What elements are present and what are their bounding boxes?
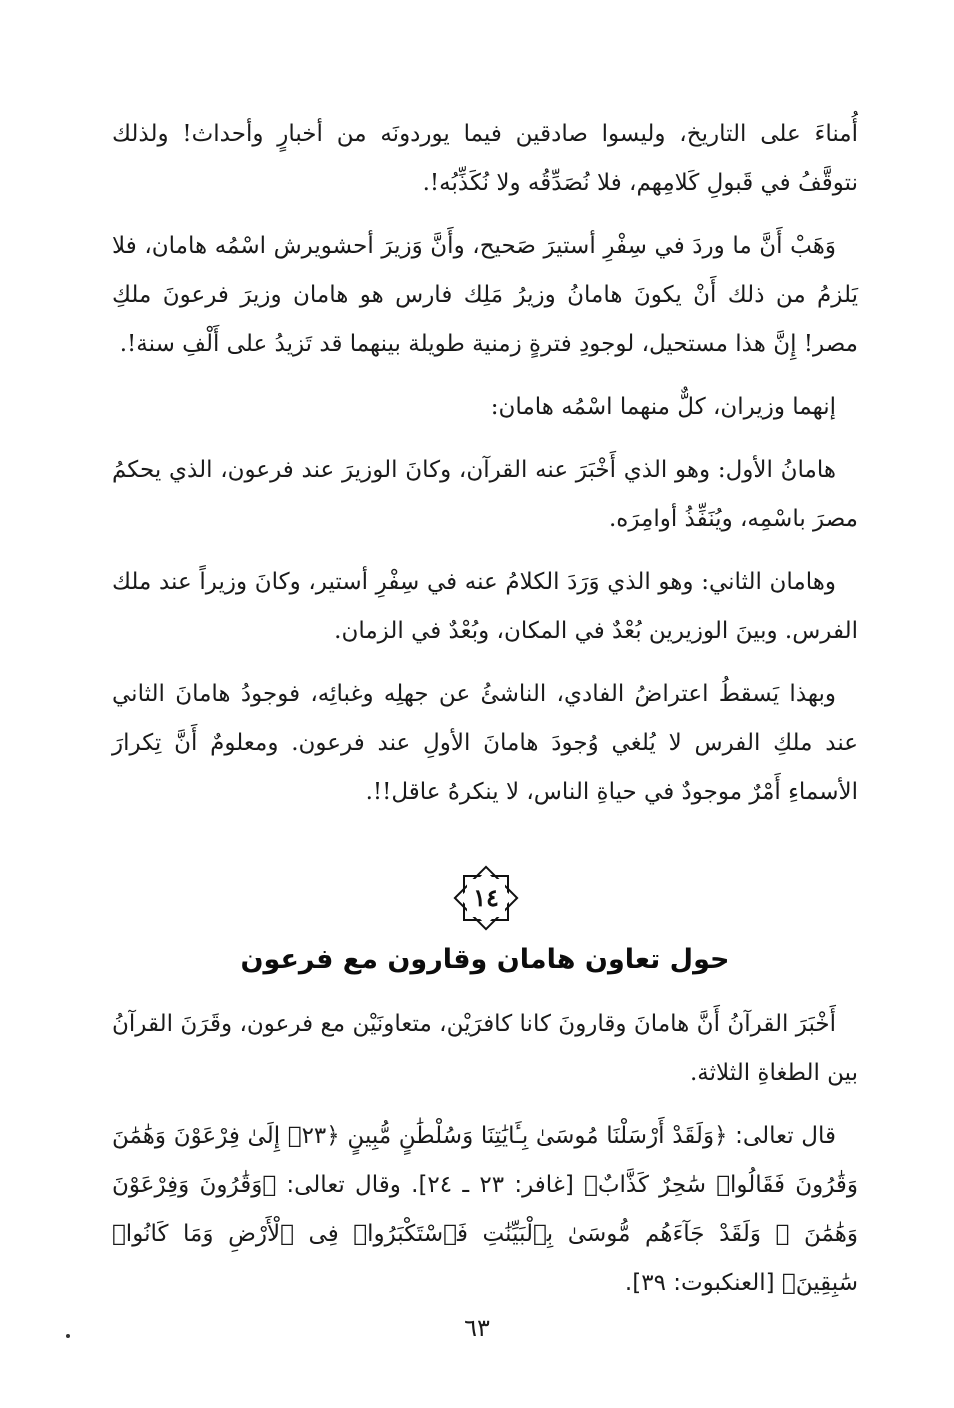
section-number: ١٤ <box>473 883 499 912</box>
paragraph-continuation: أُمناءَ على التاريخ، وليسوا صادقين فيما يوردونَه من أخبارٍ وأحداث! ولذلك نتوقَّفُ في قَبولِ كَلامِهم، فلا نُصَدِّقُه ولا نُكَذِّبُه!. <box>112 121 858 196</box>
paragraph-quran-verses: قال تعالى: ﴿وَلَقَدْ أَرْسَلْنَا مُوسَىٰ بِـَٔايَٰتِنَا وَسُلْطَٰنٍ مُّبِينٍ ﴿٢٣﴾ إِلَىٰ فِرْعَوْنَ وَهَٰمَٰنَ وَقَٰرُونَ فَقَالُوا۟ سَٰحِرٌ كَذَّابٌ﴾ [غافر: ٢٣ ـ ٢٤]. وقال تعالى: ﴿وَقَٰرُونَ وَفِرْعَوْنَ وَهَٰمَٰنَ ۖ وَلَقَدْ جَآءَهُم مُّوسَىٰ بِٱلْبَيِّنَٰتِ فَٱسْتَكْبَرُوا۟ فِى ٱلْأَرْضِ وَمَا كَانُوا۟ سَٰبِقِينَ﴾ [العنكبوت: ٣٩]. <box>112 1123 858 1296</box>
upper-text-block <box>112 110 858 831</box>
page-number: ٦٣ <box>464 1314 490 1342</box>
scan-speck <box>66 1334 70 1338</box>
section-number-emblem <box>446 858 526 938</box>
paragraph-two-viziers: إنهما وزيران، كلٌّ منهما اسْمُه هامان: <box>490 394 836 420</box>
paragraph-esther: وَهَبْ أَنَّ ما وردَ في سِفْرِ أستيرَ صَحيح، وأَنَّ وَزيرَ أحشويرش اسْمُه هامان، فلا يَلزمُ من ذلك أَنْ يكونَ هامانُ وزيرُ مَلِك فارس هو هامان وزيرَ فرعونَ ملكِ مصر! إِنَّ هذا مستحيل، لوجودِ فترةٍ زمنية طويلة بينهما قد تَزيدُ على أَلْفِ سنة!. <box>112 233 858 357</box>
paragraph-quran-informs: أَخْبَرَ القرآنُ أَنَّ هامانَ وقارونَ كانا كافرَيْن، متعاونَيْن مع فرعون، وقَرَنَ القرآنُ بين الطغاةِ الثلاثة. <box>112 1011 858 1086</box>
lower-text-block <box>112 1000 858 1322</box>
paragraph-conclusion: وبهذا يَسقطُ اعتراضُ الفادي، الناشئُ عن جهلِه وغبائِه، فوجودُ هامانَ الثاني عند ملكِ الفرس لا يُلغي وُجودَ هامانَ الأولِ عند فرعون. ومعلومٌ أَنَّ تِكرارَ الأسماءِ أَمْرٌ موجودٌ في حياةِ الناس، لا ينكرهُ عاقل!!. <box>112 681 858 805</box>
paragraph-first-haman: هامانُ الأول: وهو الذي أَخْبَرَ عنه القرآن، وكانَ الوزيرَ عند فرعون، الذي يحكمُ مصرَ باسْمِه، ويُنَفِّذُ أوامِرَه. <box>112 457 858 532</box>
paragraph-second-haman: وهامان الثاني: وهو الذي وَرَدَ الكلامُ عنه في سِفْرِ أستير، وكانَ وزيراً عند ملك الفرس. وبينَ الوزيرين بُعْدٌ في المكان، وبُعْدٌ في الزمان. <box>112 569 858 644</box>
section-title: حول تعاون هامان وقارون مع فرعون <box>240 944 730 975</box>
